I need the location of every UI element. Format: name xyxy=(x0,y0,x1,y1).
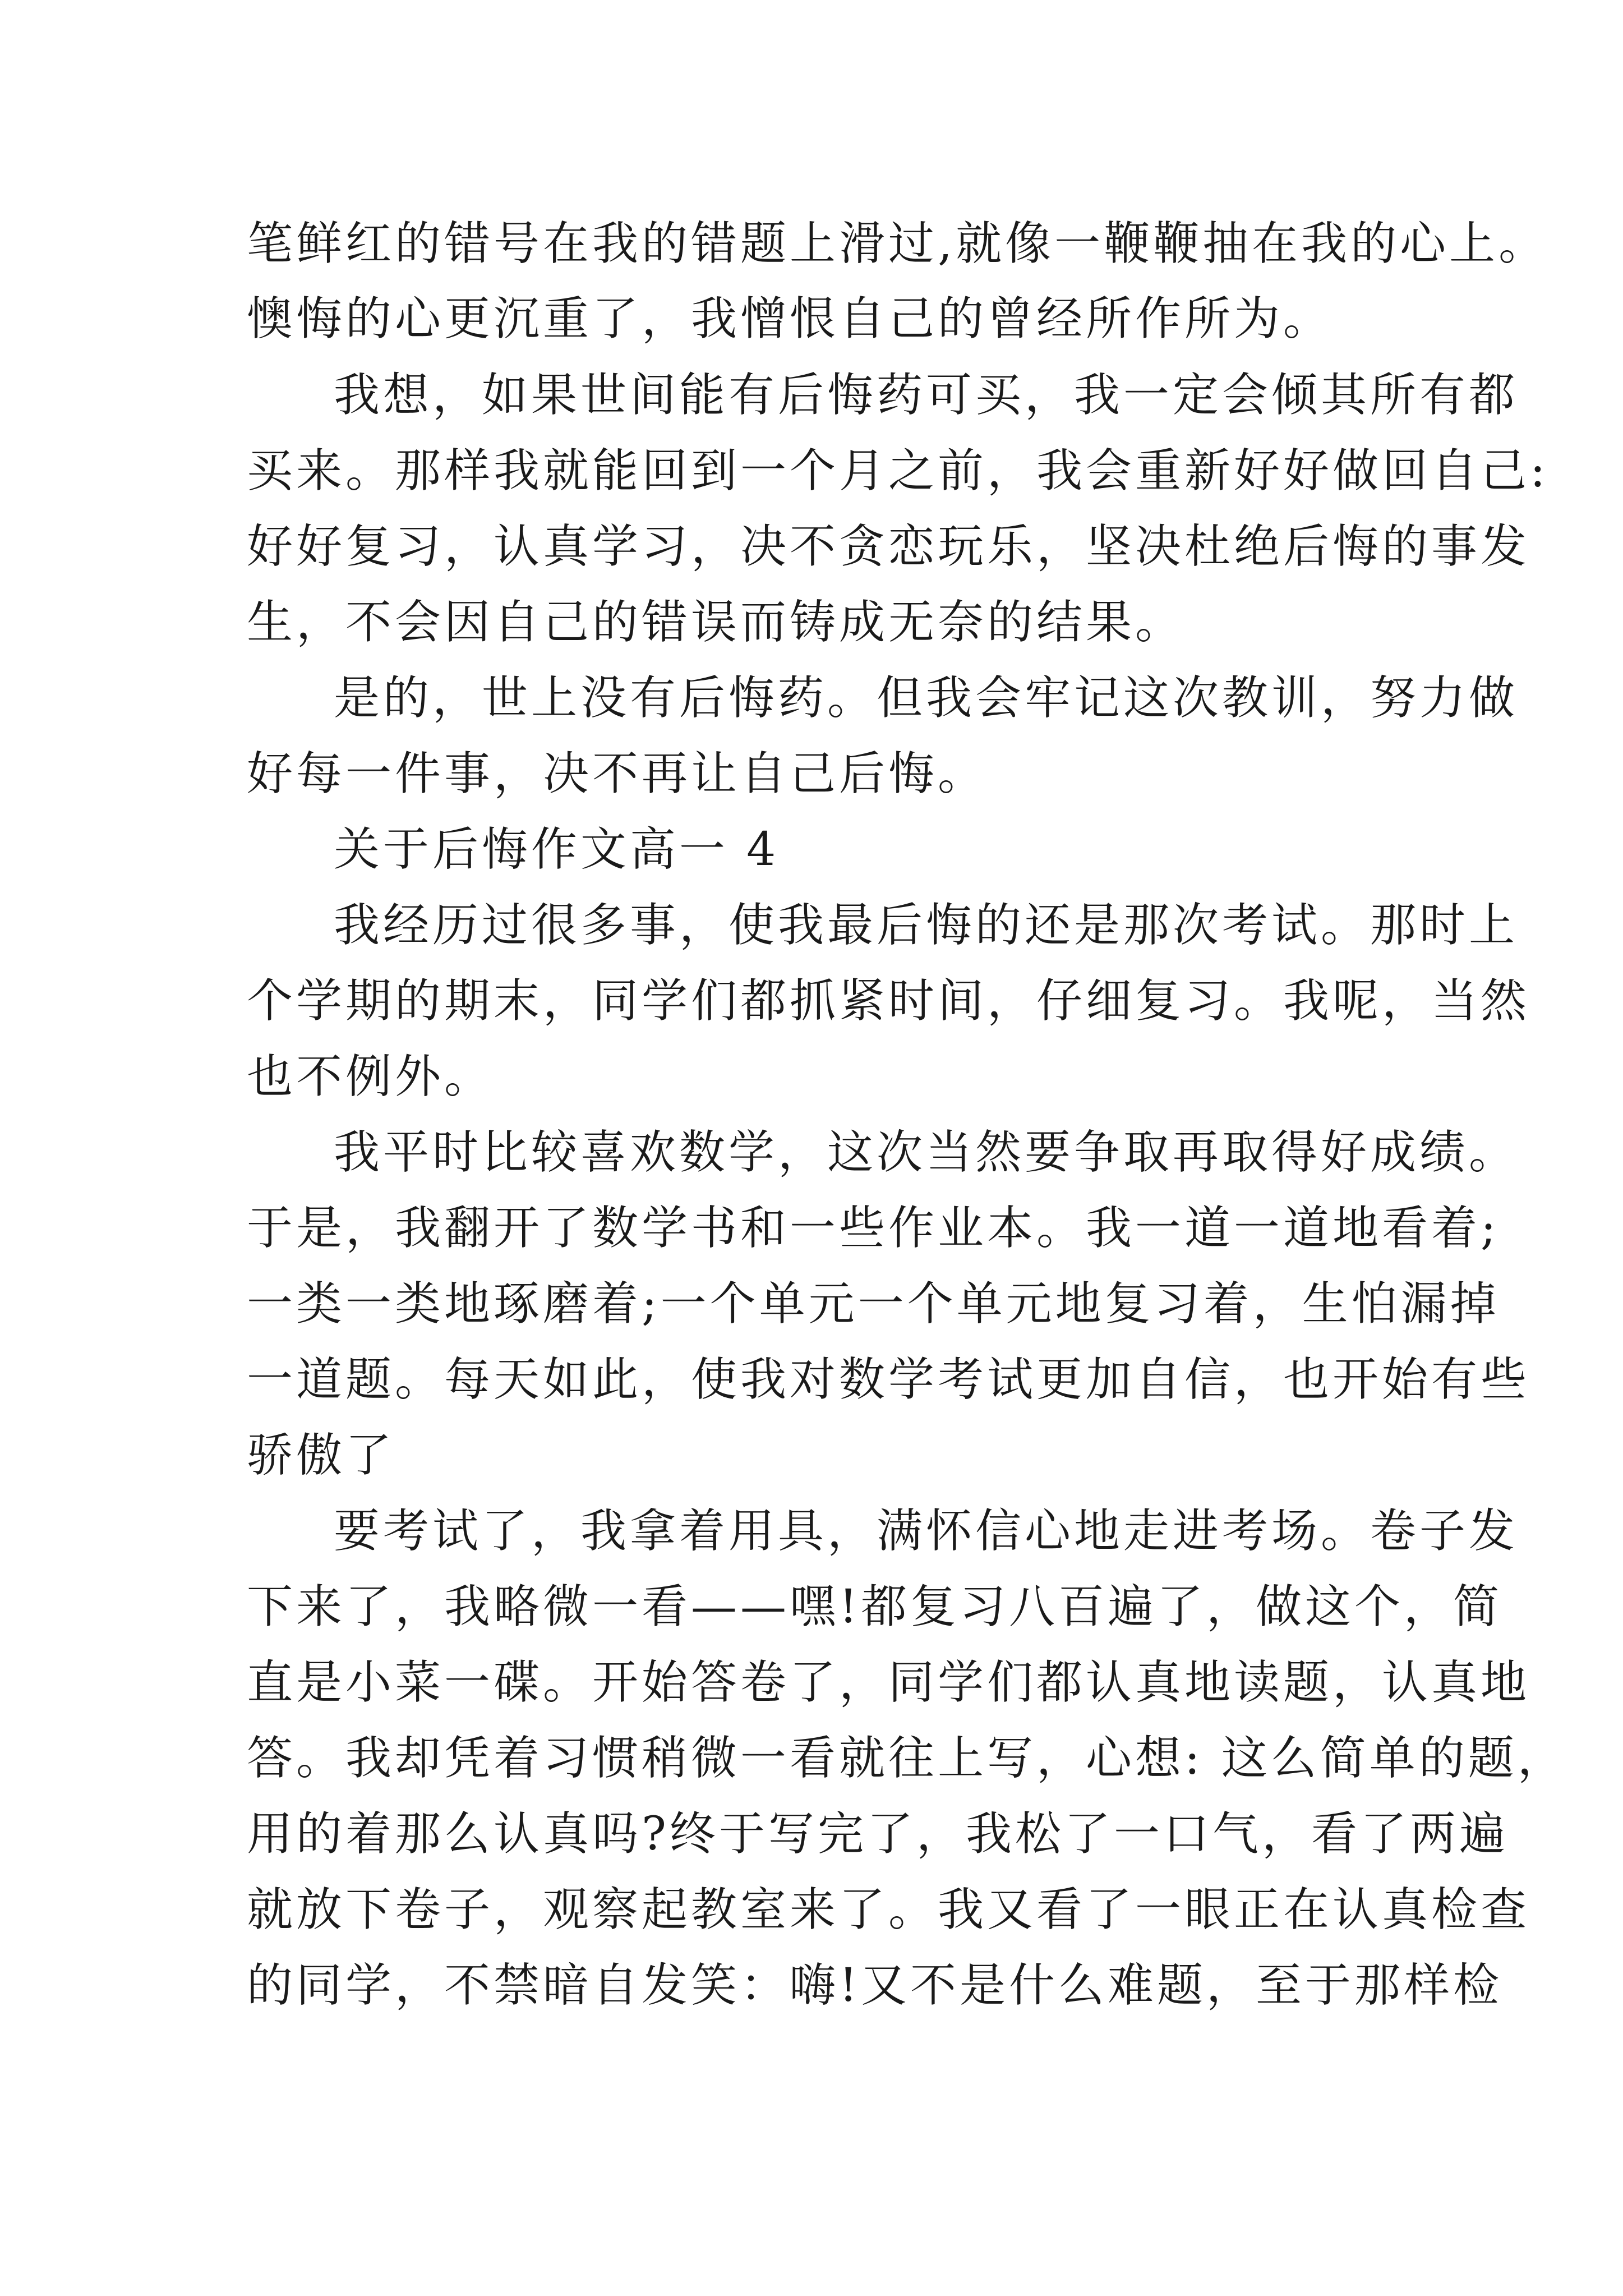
text-line: 的同学，不禁暗自发笑：嗨!又不是什么难题，至于那样检 xyxy=(247,1959,1502,2012)
text-line: 我经历过很多事，使我最后悔的还是那次考试。那时上 xyxy=(334,899,1519,952)
text-line: 骄傲了 xyxy=(247,1429,395,1482)
text-line: 我平时比较喜欢数学，这次当然要争取再取得好成绩。 xyxy=(334,1126,1519,1179)
text-line: 是的，世上没有后悔药。但我会牢记这次教训，努力做 xyxy=(334,671,1519,725)
text-line: 生，不会因自己的错误而铸成无奈的结果。 xyxy=(247,596,1185,649)
text-line: 直是小菜一碟。开始答卷了，同学们都认真地读题，认真地 xyxy=(247,1656,1530,1709)
text-line: 要考试了，我拿着用具，满怀信心地走进考场。卷子发 xyxy=(334,1504,1519,1558)
text-line: 笔鲜红的错号在我的错题上滑过,就像一鞭鞭抽在我的心上。 xyxy=(247,217,1548,270)
text-line: 下来了，我略微一看——嘿!都复习八百遍了，做这个，简 xyxy=(247,1580,1502,1634)
text-line: 就放下卷子，观察起教室来了。我又看了一眼正在认真检查 xyxy=(247,1883,1530,1936)
text-line: 个学期的期末，同学们都抓紧时间，仔细复习。我呢，当然 xyxy=(247,974,1530,1028)
text-line: 好每一件事，决不再让自己后悔。 xyxy=(247,747,988,800)
text-line: 用的着那么认真吗?终于写完了，我松了一口气，看了两遍 xyxy=(247,1807,1509,1861)
text-line: 也不例外。 xyxy=(247,1050,494,1103)
section-heading: 关于后悔作文高一 4 xyxy=(334,823,780,876)
text-line: 懊悔的心更沉重了，我憎恨自己的曾经所作所为。 xyxy=(247,292,1333,346)
text-line: 一道题。每天如此，使我对数学考试更加自信，也开始有些 xyxy=(247,1353,1530,1406)
text-line: 一类一类地琢磨着;一个单元一个单元地复习着，生怕漏掉 xyxy=(247,1277,1500,1331)
text-line: 我想，如果世间能有后悔药可买，我一定会倾其所有都 xyxy=(334,369,1519,422)
text-line: 买来。那样我就能回到一个月之前，我会重新好好做回自己: xyxy=(247,444,1549,498)
text-line: 于是，我翻开了数学书和一些作业本。我一道一道地看着; xyxy=(247,1202,1500,1255)
text-line: 好好复习，认真学习，决不贪恋玩乐，坚决杜绝后悔的事发 xyxy=(247,520,1530,573)
text-line: 答。我却凭着习惯稍微一看就往上写，心想: 这么简单的题， xyxy=(247,1732,1567,1785)
